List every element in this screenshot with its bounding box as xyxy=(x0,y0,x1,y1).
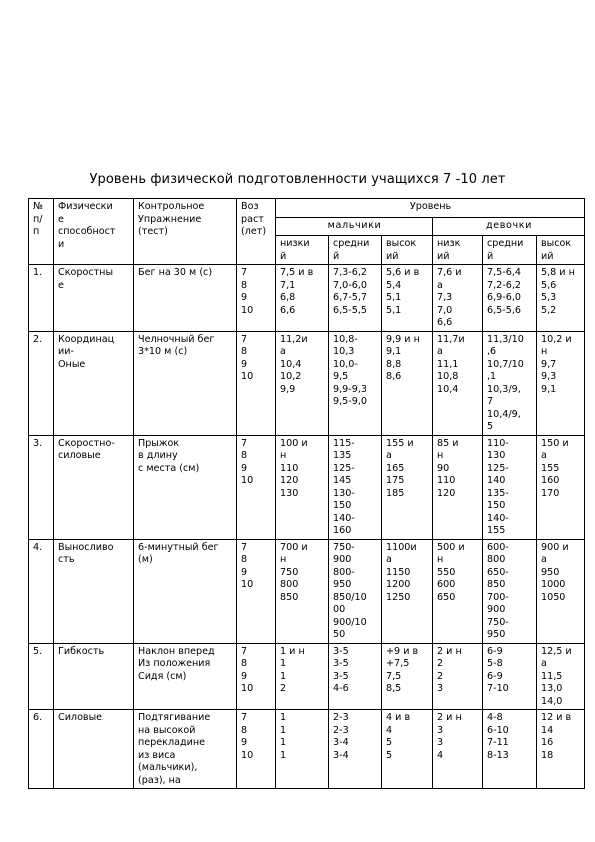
header-boys-high: высок ий xyxy=(382,236,433,265)
header-exercise: Контрольное Упражнение (тест) xyxy=(134,199,237,265)
row-boys-high: 1100и а 1150 1200 1250 xyxy=(382,539,433,643)
row-girls-mid: 11,3/10 ,6 10,7/10 ,1 10,3/9, 7 10,4/9, 5 xyxy=(483,331,537,435)
row-age: 7 8 9 10 xyxy=(237,643,276,710)
row-girls-high: 12,5 и а 11,5 13,0 14,0 xyxy=(537,643,585,710)
row-num: 6. xyxy=(29,710,54,789)
header-girls: девочки xyxy=(433,218,585,236)
header-boys-low: низки й xyxy=(276,236,329,265)
row-num: 1. xyxy=(29,265,54,332)
row-exercise: Подтягивание на высокой перекладине из виса (мальчики), (раз), на xyxy=(134,710,237,789)
row-boys-high: 5,6 и в 5,4 5,1 5,1 xyxy=(382,265,433,332)
header-girls-high: высок ий xyxy=(537,236,585,265)
row-boys-low: 700 и н 750 800 850 xyxy=(276,539,329,643)
row-ability: Силовые xyxy=(54,710,134,789)
row-girls-high: 10,2 и н 9,7 9,3 9,1 xyxy=(537,331,585,435)
row-exercise: Прыжок в длину с места (см) xyxy=(134,435,237,539)
row-boys-mid: 115- 135 125- 145 130- 150 140- 160 xyxy=(329,435,382,539)
row-num: 4. xyxy=(29,539,54,643)
header-ability: Физически е способност и xyxy=(54,199,134,265)
header-girls-mid: средни й xyxy=(483,236,537,265)
row-girls-high: 900 и а 950 1000 1050 xyxy=(537,539,585,643)
row-exercise: Челночный бег 3*10 м (с) xyxy=(134,331,237,435)
row-exercise: Наклон вперед Из положения Сидя (см) xyxy=(134,643,237,710)
row-girls-low: 11,7и а 11,1 10,8 10,4 xyxy=(433,331,483,435)
fitness-level-table xyxy=(28,198,585,789)
row-boys-low: 1 и н 1 1 2 xyxy=(276,643,329,710)
row-girls-mid: 600- 800 650- 850 700- 900 750- 950 xyxy=(483,539,537,643)
row-girls-mid: 7,5-6,4 7,2-6,2 6,9-6,0 6,5-5,6 xyxy=(483,265,537,332)
row-girls-low: 500 и н 550 600 650 xyxy=(433,539,483,643)
row-girls-mid: 110- 130 125- 140 135- 150 140- 155 xyxy=(483,435,537,539)
table-row xyxy=(29,265,585,332)
table-row xyxy=(29,331,585,435)
table-row xyxy=(29,539,585,643)
row-age: 7 8 9 10 xyxy=(237,331,276,435)
row-age: 7 8 9 10 xyxy=(237,435,276,539)
table-row xyxy=(29,643,585,710)
row-num: 3. xyxy=(29,435,54,539)
row-exercise: Бег на 30 м (с) xyxy=(134,265,237,332)
row-boys-low: 11,2и а 10,4 10,2 9,9 xyxy=(276,331,329,435)
row-boys-mid: 7,3-6,2 7,0-6,0 6,7-5,7 6,5-5,5 xyxy=(329,265,382,332)
row-girls-low: 2 и н 3 3 4 xyxy=(433,710,483,789)
header-girls-low: низк ий xyxy=(433,236,483,265)
row-boys-high: +9 и в +7,5 7,5 8,5 xyxy=(382,643,433,710)
row-boys-mid: 750- 900 800- 950 850/10 00 900/10 50 xyxy=(329,539,382,643)
row-boys-high: 4 и в 4 5 5 xyxy=(382,710,433,789)
header-age: Воз раст (лет) xyxy=(237,199,276,265)
row-ability: Скоростны е xyxy=(54,265,134,332)
row-girls-mid: 6-9 5-8 6-9 7-10 xyxy=(483,643,537,710)
row-boys-low: 100 и н 110 120 130 xyxy=(276,435,329,539)
row-boys-low: 7,5 и в 7,1 6,8 6,6 xyxy=(276,265,329,332)
header-boys: мальчики xyxy=(276,218,433,236)
row-girls-low: 7,6 и а 7,3 7,0 6,6 xyxy=(433,265,483,332)
row-ability: Выносливо сть xyxy=(54,539,134,643)
header-num: № п/ п xyxy=(29,199,54,265)
row-girls-low: 85 и н 90 110 120 xyxy=(433,435,483,539)
row-boys-mid: 2-3 2-3 3-4 3-4 xyxy=(329,710,382,789)
row-boys-mid: 3-5 3-5 3-5 4-6 xyxy=(329,643,382,710)
row-boys-high: 155 и а 165 175 185 xyxy=(382,435,433,539)
row-age: 7 8 9 10 xyxy=(237,710,276,789)
row-girls-high: 5,8 и н 5,6 5,3 5,2 xyxy=(537,265,585,332)
row-girls-mid: 4-8 6-10 7-11 8-13 xyxy=(483,710,537,789)
table-row xyxy=(29,435,585,539)
row-girls-low: 2 и н 2 2 3 xyxy=(433,643,483,710)
row-age: 7 8 9 10 xyxy=(237,539,276,643)
header-boys-mid: средни й xyxy=(329,236,382,265)
row-num: 2. xyxy=(29,331,54,435)
row-num: 5. xyxy=(29,643,54,710)
header-level: Уровень xyxy=(276,199,585,218)
row-ability: Гибкость xyxy=(54,643,134,710)
row-girls-high: 12 и в 14 16 18 xyxy=(537,710,585,789)
row-ability: Скоростно- силовые xyxy=(54,435,134,539)
row-exercise: 6-минутный бег (м) xyxy=(134,539,237,643)
row-ability: Координац ии- Оные xyxy=(54,331,134,435)
row-boys-low: 1 1 1 1 xyxy=(276,710,329,789)
row-girls-high: 150 и а 155 160 170 xyxy=(537,435,585,539)
table-row xyxy=(29,710,585,789)
row-age: 7 8 9 10 xyxy=(237,265,276,332)
row-boys-high: 9,9 и н 9,1 8,8 8,6 xyxy=(382,331,433,435)
document-title: Уровень физической подготовленности учащихся 7 -10 лет xyxy=(89,172,506,187)
row-boys-mid: 10,8- 10,3 10,0- 9,5 9,9-9,3 9,5-9,0 xyxy=(329,331,382,435)
